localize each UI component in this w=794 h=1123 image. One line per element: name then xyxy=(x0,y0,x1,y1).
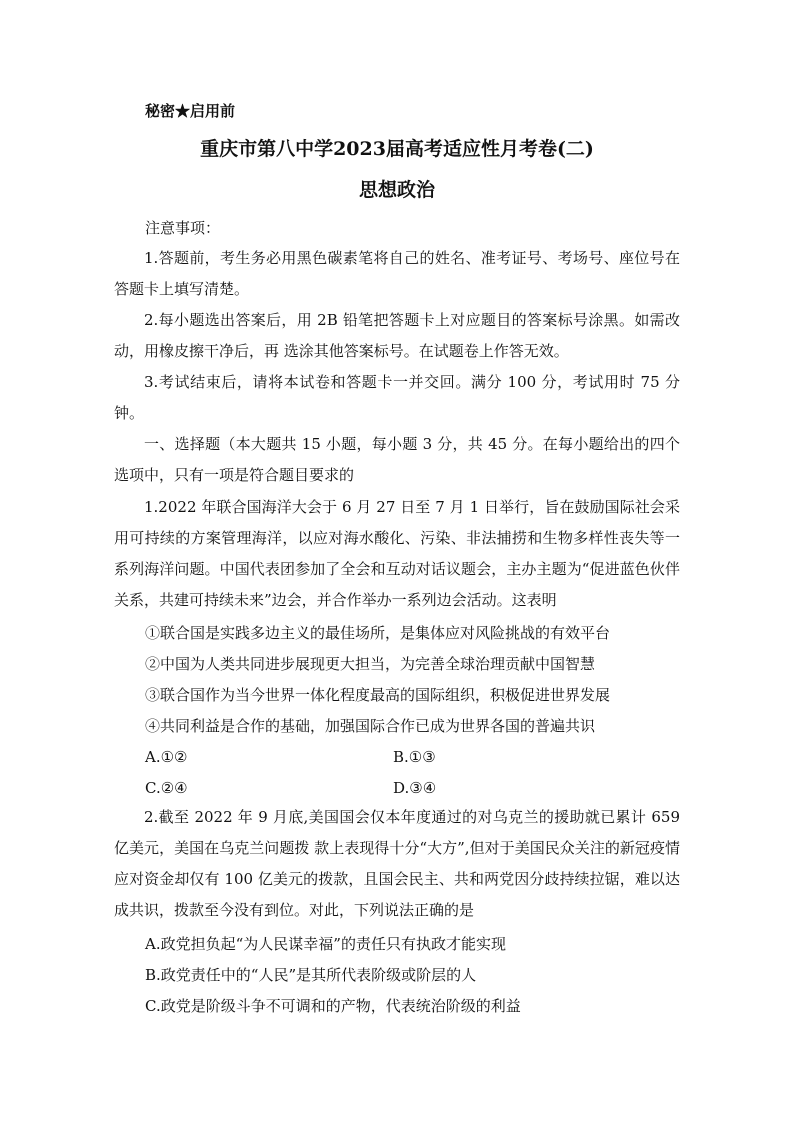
q1-stem: 1.2022 年联合国海洋大会于 6 月 27 日至 7 月 1 日举行，旨在鼓励国际社会采用可持续的方案管理海洋，以应对海水酸化、污染、非法捕捞和生物多样性丧失等一系列海洋问题。中国代表团参加了全会和互动对话议题会，主办主题为“促进蓝色伙伴关系，共建可持续未来”边会，并合作举办一系列边会活动。这表明 xyxy=(114,498,680,609)
q1-option-c: C.②④ xyxy=(145,779,188,797)
q1-statement-3: ③联合国作为当今世界一体化程度最高的国际组织，积极促进世界发展 xyxy=(145,686,611,704)
q1-option-b: B.①③ xyxy=(393,748,436,766)
exam-title: 重庆市第八中学2023届高考适应性月考卷(二) xyxy=(200,138,594,160)
q2-option-c: C.政党是阶级斗争不可调和的产物，代表统治阶级的利益 xyxy=(145,997,521,1015)
q1-option-d: D.③④ xyxy=(393,779,437,797)
q2-option-b: B.政党责任中的“人民”是其所代表阶级或阶层的人 xyxy=(145,966,477,984)
secret-mark: 秘密★启用前 xyxy=(145,102,236,120)
notice-heading: 注意事项： xyxy=(145,219,221,237)
q1-statement-1: ①联合国是实践多边主义的最佳场所，是集体应对风险挑战的有效平台 xyxy=(145,624,611,642)
q2-option-a: A.政党担负起“为人民谋幸福”的责任只有执政才能实现 xyxy=(145,935,506,953)
q1-option-a: A.①② xyxy=(145,748,188,766)
subject-title: 思想政治 xyxy=(358,179,435,201)
q1-statement-4: ④共同利益是合作的基础，加强国际合作已成为世界各国的普遍共识 xyxy=(145,717,596,735)
q2-stem: 2.截至 2022 年 9 月底,美国国会仅本年度通过的对乌克兰的援助就已累计 659 亿美元，美国在乌克兰问题拨 款上表现得十分“大方”,但对于美国民众关注的新冠疫情应对资金却仅有 100 亿美元的拨款，且国会民主、共和两党因分歧持续拉锯，难以达成共识，拨款至今没有到位。对此，下列说法正确的是 xyxy=(114,808,680,919)
notice-item-3: 3.考试结束后，请将本试卷和答题卡一并交回。满分 100 分，考试用时 75 分钟。 xyxy=(114,373,680,422)
notice-item-2: 2.每小题选出答案后，用 2B 铅笔把答题卡上对应题目的答案标号涂黑。如需改动，用橡皮擦干净后，再 选涂其他答案标号。在试题卷上作答无效。 xyxy=(114,311,680,360)
notice-item-1: 1.答题前，考生务必用黑色碳素笔将自己的姓名、准考证号、考场号、座位号在答题卡上填写清楚。 xyxy=(114,249,680,298)
q1-statement-2: ②中国为人类共同进步展现更大担当，为完善全球治理贡献中国智慧 xyxy=(145,655,596,673)
section1-intro: 一、选择题（本大题共 15 小题，每小题 3 分，共 45 分。在每小题给出的四个选项中，只有一项是符合题目要求的 xyxy=(114,435,680,484)
